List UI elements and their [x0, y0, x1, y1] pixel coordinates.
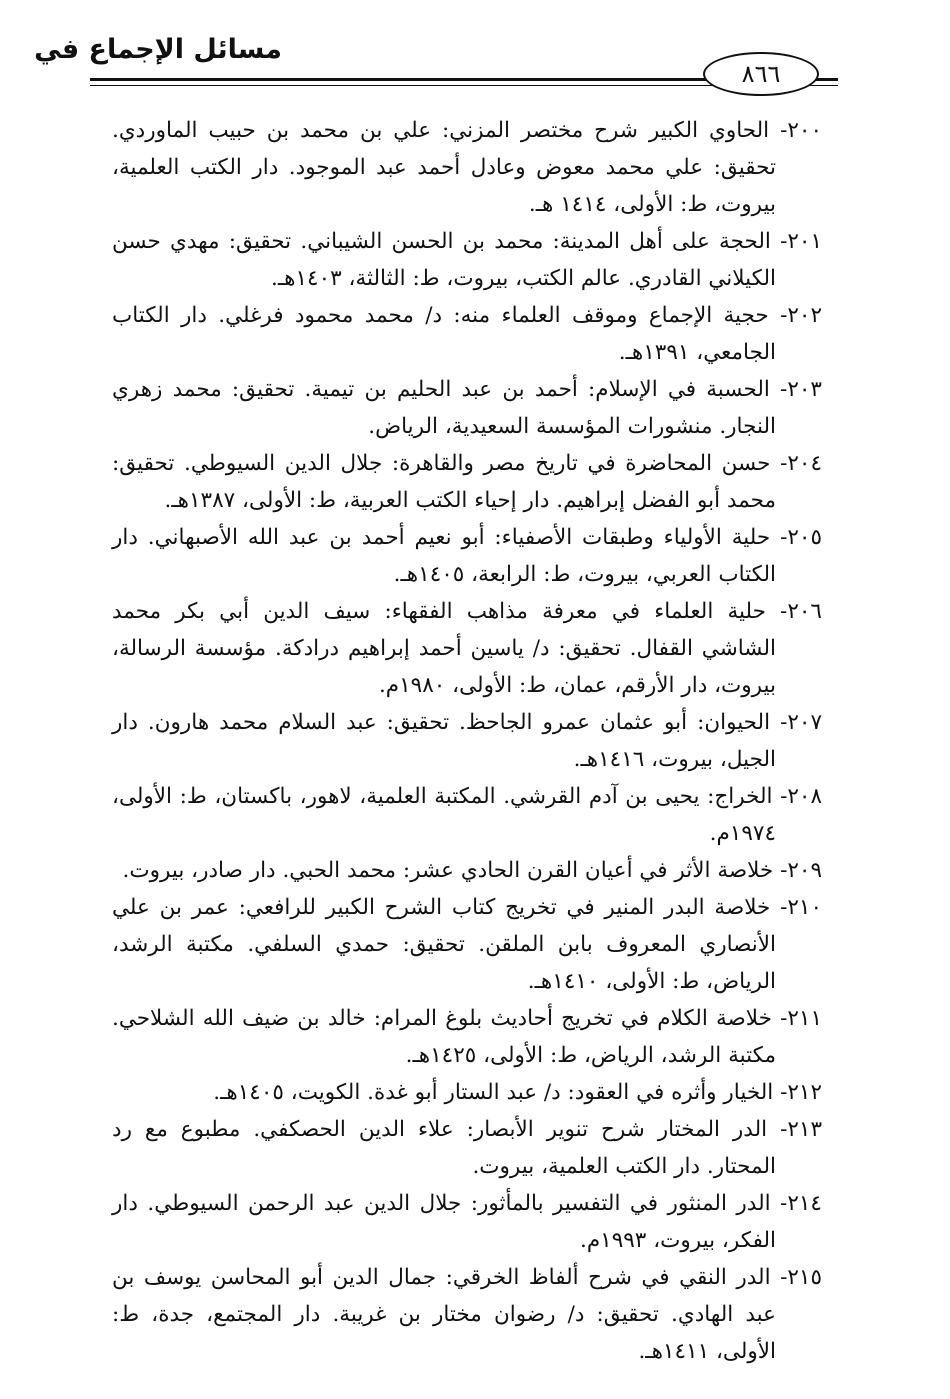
- bibliography-entry: ٢٠٣- الحسبة في الإسلام: أحمد بن عبد الحليم بن تيمية. تحقيق: محمد زهري النجار. منشورات المؤسسة السعيدية، الرياض.: [112, 371, 822, 445]
- entry-number: ٢٠١: [787, 229, 822, 254]
- bibliography-entry: ٢٠٤- حسن المحاضرة في تاريخ مصر والقاهرة: جلال الدين السيوطي. تحقيق: محمد أبو الفضل إبراهيم. دار إحياء الكتب العربية، ط: الأولى، ١٣٨٧هـ.: [112, 445, 822, 519]
- entry-number: ٢١١: [787, 1006, 822, 1031]
- entry-text: الدر المختار شرح تنوير الأبصار: علاء الدين الحصكفي. مطبوع مع رد المحتار. دار الكتب العلمية، بيروت.: [112, 1117, 776, 1179]
- entry-number: ٢٠٥: [787, 525, 822, 550]
- bibliography-entry: ٢١٣- الدر المختار شرح تنوير الأبصار: علاء الدين الحصكفي. مطبوع مع رد المحتار. دار الكتب العلمية، بيروت.: [112, 1111, 822, 1185]
- entry-text: الحيوان: أبو عثمان عمرو الجاحظ. تحقيق: عبد السلام محمد هارون. دار الجيل، بيروت، ١٤١٦هـ.: [112, 710, 776, 772]
- entry-text: خلاصة الأثر في أعيان القرن الحادي عشر: محمد الحبي. دار صادر، بيروت.: [122, 858, 774, 883]
- entry-text: الدر المنثور في التفسير بالمأثور: جلال الدين عبد الرحمن السيوطي. دار الفكر، بيروت، ١٩٩٣م.: [112, 1191, 776, 1253]
- running-title: مسائل الإجماع في: [34, 34, 282, 65]
- bibliography-entry: ٢٠٥- حلية الأولياء وطبقات الأصفياء: أبو نعيم أحمد بن عبد الله الأصبهاني. دار الكتاب العربي، بيروت، ط: الرابعة، ١٤٠٥هـ.: [112, 519, 822, 593]
- entry-text: حلية الأولياء وطبقات الأصفياء: أبو نعيم أحمد بن عبد الله الأصبهاني. دار الكتاب العربي، بيروت، ط: الرابعة، ١٤٠٥هـ.: [112, 525, 776, 587]
- bibliography-list: [112, 112, 822, 1370]
- bibliography-entry: ٢١١- خلاصة الكلام في تخريج أحاديث بلوغ المرام: خالد بن ضيف الله الشلاحي. مكتبة الرشد، الرياض، ط: الأولى، ١٤٢٥هـ.: [112, 1000, 822, 1074]
- entry-number: ٢١٠: [787, 895, 823, 920]
- entry-number: ٢٠٢: [787, 303, 822, 328]
- entry-text: خلاصة البدر المنير في تخريج كتاب الشرح الكبير للرافعي: عمر بن علي الأنصاري المعروف بابن الملقن. تحقيق: حمدي السلفي. مكتبة الرشد، الرياض، ط: الأولى، ١٤١٠هـ.: [112, 895, 776, 994]
- bibliography-entry: ٢٠٢- حجية الإجماع وموقف العلماء منه: د/ محمد محمود فرغلي. دار الكتاب الجامعي، ١٣٩١هـ.: [112, 297, 822, 371]
- bibliography-entry: ٢١٢- الخيار وأثره في العقود: د/ عبد الستار أبو غدة. الكويت، ١٤٠٥هـ.: [112, 1074, 822, 1111]
- entry-text: حسن المحاضرة في تاريخ مصر والقاهرة: جلال الدين السيوطي. تحقيق: محمد أبو الفضل إبراهيم. دار إحياء الكتب العربية، ط: الأولى، ١٣٨٧هـ.: [112, 451, 776, 513]
- entry-number: ٢٠٩: [787, 858, 822, 883]
- entry-number: ٢٠٠: [787, 118, 822, 143]
- page-number: ٨٦٦: [741, 60, 781, 88]
- bibliography-entry: ٢٠٦- حلية العلماء في معرفة مذاهب الفقهاء: سيف الدين أبي بكر محمد الشاشي القفال. تحقيق: د/ ياسين أحمد إبراهيم درادكة. مؤسسة الرسالة، بيروت، دار الأرقم، عمان، ط: الأولى، ١٩٨٠م.: [112, 593, 822, 704]
- entry-text: الحاوي الكبير شرح مختصر المزني: علي بن محمد بن حبيب الماوردي. تحقيق: علي محمد معوض وعادل أحمد عبد الموجود. دار الكتب العلمية، بيروت، ط: الأولى، ١٤١٤ هـ.: [112, 118, 776, 217]
- entry-text: حلية العلماء في معرفة مذاهب الفقهاء: سيف الدين أبي بكر محمد الشاشي القفال. تحقيق: د/ ياسين أحمد إبراهيم درادكة. مؤسسة الرسالة، بيروت، دار الأرقم، عمان، ط: الأولى، ١٩٨٠م.: [112, 599, 776, 698]
- bibliography-entry: ٢١٠- خلاصة البدر المنير في تخريج كتاب الشرح الكبير للرافعي: عمر بن علي الأنصاري المعروف بابن الملقن. تحقيق: حمدي السلفي. مكتبة الرشد، الرياض، ط: الأولى، ١٤١٠هـ.: [112, 889, 822, 1000]
- entry-text: حجية الإجماع وموقف العلماء منه: د/ محمد محمود فرغلي. دار الكتاب الجامعي، ١٣٩١هـ.: [112, 303, 776, 365]
- entry-text: خلاصة الكلام في تخريج أحاديث بلوغ المرام: خالد بن ضيف الله الشلاحي. مكتبة الرشد، الرياض، ط: الأولى، ١٤٢٥هـ.: [112, 1006, 776, 1068]
- entry-number: ٢١٤: [787, 1191, 822, 1216]
- entry-number: ٢٠٣: [787, 377, 822, 402]
- entry-text: الحجة على أهل المدينة: محمد بن الحسن الشيباني. تحقيق: مهدي حسن الكيلاني القادري. عالم الكتب، بيروت، ط: الثالثة، ١٤٠٣هـ.: [112, 229, 776, 291]
- entry-number: ٢٠٧: [787, 710, 822, 735]
- bibliography-entry: ٢٠٧- الحيوان: أبو عثمان عمرو الجاحظ. تحقيق: عبد السلام محمد هارون. دار الجيل، بيروت، ١٤١٦هـ.: [112, 704, 822, 778]
- bibliography-entry: ٢١٤- الدر المنثور في التفسير بالمأثور: جلال الدين عبد الرحمن السيوطي. دار الفكر، بيروت، ١٩٩٣م.: [112, 1185, 822, 1259]
- bibliography-entry: ٢٠٩- خلاصة الأثر في أعيان القرن الحادي عشر: محمد الحبي. دار صادر، بيروت.: [112, 852, 822, 889]
- page-number-frame: [703, 52, 819, 96]
- bibliography-entry: ٢١٥- الدر النقي في شرح ألفاظ الخرقي: جمال الدين أبو المحاسن يوسف بن عبد الهادي. تحقيق: د/ رضوان مختار بن غريبة. دار المجتمع، جدة، ط: الأولى، ١٤١١هـ.: [112, 1259, 822, 1370]
- entry-number: ٢٠٦: [787, 599, 822, 624]
- bibliography-entry: ٢٠٠- الحاوي الكبير شرح مختصر المزني: علي بن محمد بن حبيب الماوردي. تحقيق: علي محمد معوض وعادل أحمد عبد الموجود. دار الكتب العلمية، بيروت، ط: الأولى، ١٤١٤ هـ.: [112, 112, 822, 223]
- entry-text: الحسبة في الإسلام: أحمد بن عبد الحليم بن تيمية. تحقيق: محمد زهري النجار. منشورات المؤسسة السعيدية، الرياض.: [112, 377, 776, 439]
- entry-number: ٢١٥: [787, 1265, 822, 1290]
- entry-number: ٢١٣: [787, 1117, 822, 1142]
- entry-text: الخيار وأثره في العقود: د/ عبد الستار أبو غدة. الكويت، ١٤٠٥هـ.: [213, 1080, 774, 1105]
- entry-number: ٢٠٤: [787, 451, 822, 476]
- entry-number: ٢٠٨: [787, 784, 823, 809]
- entry-text: الدر النقي في شرح ألفاظ الخرقي: جمال الدين أبو المحاسن يوسف بن عبد الهادي. تحقيق: د/ رضوان مختار بن غريبة. دار المجتمع، جدة، ط: الأولى، ١٤١١هـ.: [112, 1265, 776, 1364]
- entry-number: ٢١٢: [787, 1080, 822, 1105]
- entry-text: الخراج: يحيى بن آدم القرشي. المكتبة العلمية، لاهور، باكستان، ط: الأولى، ١٩٧٤م.: [112, 784, 776, 846]
- bibliography-entry: ٢٠١- الحجة على أهل المدينة: محمد بن الحسن الشيباني. تحقيق: مهدي حسن الكيلاني القادري. عالم الكتب، بيروت، ط: الثالثة، ١٤٠٣هـ.: [112, 223, 822, 297]
- bibliography-entry: ٢٠٨- الخراج: يحيى بن آدم القرشي. المكتبة العلمية، لاهور، باكستان، ط: الأولى، ١٩٧٤م.: [112, 778, 822, 852]
